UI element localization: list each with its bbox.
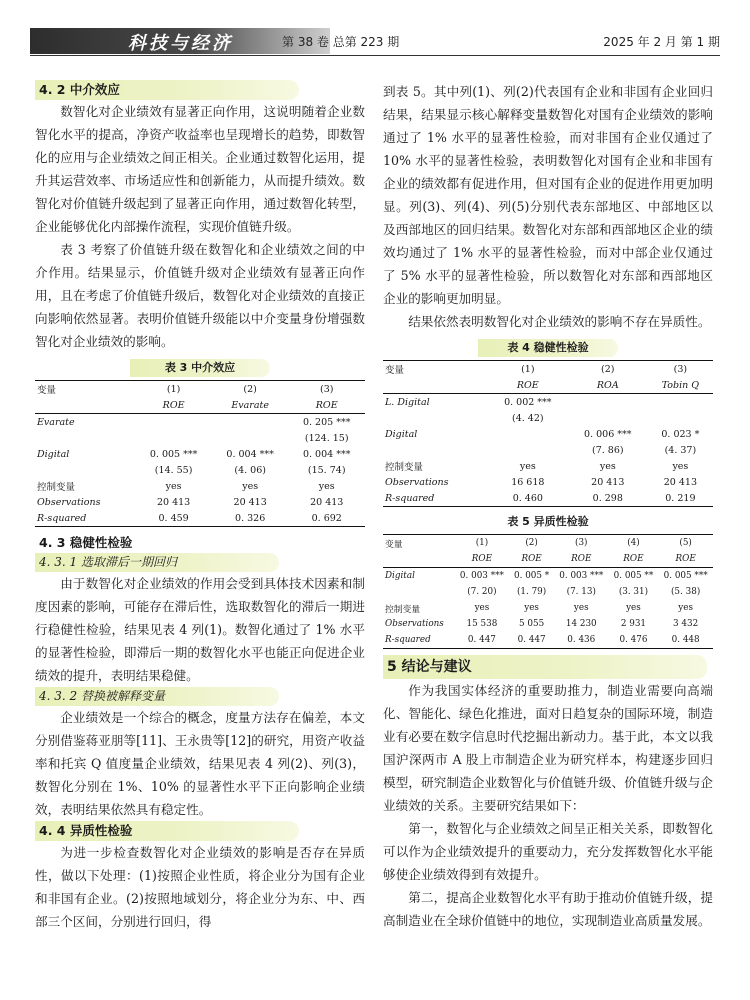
table-cell: 0. 460 [488, 490, 568, 507]
table-row [383, 632, 713, 649]
table-header-cell [383, 551, 455, 568]
table-cell: (1. 79) [516, 587, 547, 597]
table-header-cell: ROA [568, 377, 648, 394]
table-cell: (5. 38) [671, 587, 701, 597]
header-rule [30, 55, 720, 56]
table-row [383, 490, 713, 507]
table-cell: Evarate [37, 416, 75, 428]
table-cell: 0. 002 *** [504, 396, 552, 408]
table-cell: yes [599, 460, 616, 472]
table-header-cell: 变量 [383, 535, 455, 552]
paragraph: 企业绩效是一个综合的概念，度量方法存在偏差，本文分别借鉴蒋亚朋等[11]、王永贵等[12]的研究，用资产收益率和托宾 Q 值度量企业绩效，结果见表 4 列(2)、列(3)，数智化分别在 1%、10% 的显著性水平下正向影响企业绩效，表明结果依然具有稳定性。 [35, 710, 365, 817]
table-cell: 0. 205 *** [302, 416, 351, 428]
table-header-cell: (2) [212, 381, 289, 398]
table-cell: (15. 74) [307, 464, 346, 476]
table-cell: 2 931 [620, 619, 647, 629]
paragraph: 第一，数智化与企业绩效之间呈正相关关系，即数智化可以作为企业绩效提升的重要动力，充分发挥数智化水平能够使企业绩效得到有效提升。 [383, 821, 713, 882]
table-cell: 0. 476 [609, 632, 659, 649]
table-row [35, 446, 365, 462]
table-cell: 14 230 [565, 619, 597, 629]
table-header-cell: ROE [488, 377, 568, 394]
table-header-cell: (1) [455, 535, 510, 552]
table-row [35, 510, 365, 527]
table-cell: yes [573, 603, 589, 613]
table-cell: 15 538 [466, 619, 498, 629]
right-column [383, 80, 713, 932]
table-cell: (124. 15) [304, 432, 349, 444]
table-header-cell: Tobin Q [648, 377, 713, 394]
paragraph: 到表 5。其中列(1)、列(2)代表国有企业和非国有企业回归结果，结果显示核心解释变量数智化对国有企业绩效的影响通过了 1% 水平的显著性检验，而对非国有企业仅通过了 10% 水平的显著性检验，表明数智化对国有企业和非国有企业的绩效都有促进作用，但对国有企业的促进作用更加明显。列(3)、列(4)、列(5)分别代表东部地区、中部地区以及西部地区的回归结果。数智化对东部和西部地区企业的绩效均通过了 1% 水平的显著性检验，而对中部企业仅通过了 5% 水平的显著性检验，所以数智化对东部和西部地区企业的影响更加明显。 [383, 84, 713, 306]
table-cell: 0. 005 ** [613, 571, 654, 581]
table-header-cell: ROE [288, 397, 365, 414]
table-row [383, 600, 713, 616]
table-cell: 0. 005 *** [149, 448, 198, 460]
table-3 [35, 380, 365, 527]
table-row [383, 458, 713, 474]
table-row [383, 568, 713, 585]
table-cell: yes [165, 480, 182, 492]
table-cell: (4. 06) [234, 464, 266, 476]
table-header-cell: ROE [554, 551, 609, 568]
paragraph: 作为我国实体经济的重要助推力，制造业需要向高端化、智能化、绿色化推进，面对日趋复杂的国际环境，制造业有必要在数字信息时代挖掘出新动力。基于此，本文以我国沪深两市 A 股上市制造企业为研究样本，构建逐步回归模型，研究制造企业数智化与价值链升级、价值链升级与企业绩效的关系。主要研究结果如下： [383, 683, 713, 813]
table-row [35, 462, 365, 478]
table-header-cell: 变量 [383, 361, 488, 378]
table-cell: (14. 55) [154, 464, 193, 476]
subsection-4-3-1-heading: 4. 3. 1 选取滞后一期回归 [35, 553, 279, 572]
table-cell: 0. 459 [135, 510, 212, 527]
table-cell: 0. 023 * [661, 428, 700, 440]
table-cell: 20 413 [156, 496, 191, 508]
table-row [383, 394, 713, 411]
paragraph: 表 3 考察了价值链升级在数智化和企业绩效之间的中介作用。结果显示，价值链升级对企业绩效有显著正向作用，且在考虑了价值链升级后，数智化对企业绩效的直接正向影响依然显著。表明价值链升级能以中介变量身份增强数智化对企业绩效的影响。 [35, 242, 365, 349]
table-header-cell: (1) [135, 381, 212, 398]
table-cell: (3. 31) [618, 587, 649, 597]
table-cell [383, 410, 488, 426]
table-cell: (7. 13) [566, 587, 596, 597]
table-cell: R-squared [383, 490, 488, 507]
table-cell: (7. 86) [591, 444, 624, 456]
table-row [35, 430, 365, 446]
table-header-cell: ROE [455, 551, 510, 568]
table-cell [135, 430, 212, 446]
table-cell [488, 442, 568, 458]
table-3-title: 表 3 中介效应 [130, 359, 270, 377]
table-cell [212, 430, 289, 446]
table-row [383, 410, 713, 426]
table-cell: (4. 37) [664, 444, 697, 456]
table-header-cell: (3) [554, 535, 609, 552]
table-cell: 0. 005 * [514, 571, 550, 581]
running-header [30, 28, 720, 56]
table-cell: 控制变量 [385, 604, 421, 615]
table-header-cell: (3) [288, 381, 365, 398]
table-row [383, 474, 713, 490]
issue-date: 2025 年 2 月 第 1 期 [603, 35, 720, 49]
table-row [35, 414, 365, 431]
table-cell: 20 413 [310, 496, 344, 508]
table-cell: yes [242, 480, 259, 492]
table-header-cell: Evarate [212, 397, 289, 414]
subsection-4-3-2-heading: 4. 3. 2 替换被解释变量 [35, 687, 279, 706]
table-4 [383, 360, 713, 507]
paragraph: 结果依然表明数智化对企业绩效的影响不存在异质性。 [408, 314, 711, 329]
table-cell: 20 413 [591, 476, 625, 488]
table-row [35, 478, 365, 494]
table-cell: R-squared [35, 510, 135, 527]
table-row [35, 494, 365, 510]
table-cell: Digital [385, 428, 418, 440]
table-header-cell: ROE [609, 551, 659, 568]
table-cell: Observations [385, 619, 444, 629]
table-cell [648, 394, 713, 411]
paragraph: 为进一步检查数智化对企业绩效的影响是否存在异质性，做以下处理：(1)按照企业性质，将企业分为国有企业和非国有企业。(2)按照地域划分，将企业分为东、中、西部三个区间，分别进行回归，得 [35, 845, 365, 929]
table-header-cell: (2) [509, 535, 554, 552]
table-header-cell [383, 377, 488, 394]
table-cell: (4. 42) [512, 412, 544, 424]
table-cell: 0. 004 *** [302, 448, 351, 460]
paragraph: 第二，提高企业数智化水平有助于推动价值链升级，提高制造业在全球价值链中的地位，实现制造业高质量发展。 [383, 890, 713, 928]
table-header-cell: (1) [488, 361, 568, 378]
table-cell: 控制变量 [37, 482, 76, 493]
table-cell: 0. 692 [288, 510, 365, 527]
table-cell: yes [626, 603, 641, 613]
table-cell: yes [672, 460, 689, 472]
table-cell: 0. 003 *** [559, 571, 604, 581]
table-cell: 3 432 [673, 619, 699, 629]
table-cell: Observations [37, 496, 101, 508]
journal-name: 科技与经济 [128, 33, 233, 54]
table-cell [383, 584, 455, 600]
table-cell [135, 414, 212, 431]
table-cell: 0. 005 *** [663, 571, 708, 581]
table-cell: 控制变量 [385, 462, 424, 473]
table-cell [383, 442, 488, 458]
table-header-cell [35, 397, 135, 414]
table-cell: R-squared [383, 632, 455, 649]
paragraph: 数智化对企业绩效有显著正向作用，这说明随着企业数智化水平的提高，净资产收益率也呈现增长的趋势，即数智化的应用与企业绩效之间正相关。企业通过数智化运用，提升其运营效率、市场适应性和创新能力，从而提升绩效。数智化对价值链升级起到了显著正向作用，通过数智化转型，企业能够优化内部操作流程，实现价值链升级。 [35, 104, 365, 234]
table-cell: yes [318, 480, 335, 492]
table-cell [568, 410, 648, 426]
table-cell: (7. 20) [467, 587, 497, 597]
table-cell: 0. 447 [509, 632, 554, 649]
table-cell [35, 462, 135, 478]
table-row [383, 442, 713, 458]
section-4-3-heading: 4. 3 稳健性检验 [39, 535, 133, 550]
table-cell: 0. 447 [455, 632, 510, 649]
table-cell: 0. 006 *** [584, 428, 632, 440]
table-cell: 0. 436 [554, 632, 609, 649]
table-cell [568, 394, 648, 411]
table-cell: 0. 219 [648, 490, 713, 507]
table-cell: yes [678, 603, 693, 613]
table-header-cell: ROE [135, 397, 212, 414]
table-cell: L. Digital [385, 396, 430, 408]
table-cell: 20 413 [233, 496, 267, 508]
table-cell: yes [474, 603, 490, 613]
table-cell: yes [524, 603, 539, 613]
volume-info: 第 38 卷 总第 223 期 [282, 35, 400, 49]
table-header-cell: (5) [658, 535, 713, 552]
table-cell: Digital [385, 571, 415, 581]
table-5 [383, 534, 713, 649]
table-cell [35, 430, 135, 446]
section-4-2-heading: 4. 2 中介效应 [35, 80, 299, 100]
table-cell: yes [519, 460, 536, 472]
table-row [383, 616, 713, 632]
left-column [35, 80, 365, 933]
table-header-cell: ROE [658, 551, 713, 568]
table-header-cell: (4) [609, 535, 659, 552]
table-row [383, 584, 713, 600]
table-cell: Digital [37, 448, 70, 460]
table-row [383, 426, 713, 442]
table-header-cell: (3) [648, 361, 713, 378]
table-cell: 20 413 [663, 476, 697, 488]
table-4-title: 表 4 稳健性检验 [478, 339, 618, 357]
section-4-4-heading: 4. 4 异质性检验 [35, 821, 299, 841]
section-5-heading: 5 结论与建议 [383, 655, 707, 679]
paragraph: 由于数智化对企业绩效的作用会受到具体技术因素和制度因素的影响，可能存在滞后性，选取数智化的滞后一期进行稳健性检验，结果见表 4 列(1)。数智化通过了 1% 水平的显著性检验，即滞后一期的数智化水平也能正向促进企业绩效的提升，表明结果稳健。 [35, 576, 365, 683]
table-cell: 16 618 [511, 476, 545, 488]
table-header-cell: 变量 [35, 381, 135, 398]
table-5-title: 表 5 异质性检验 [507, 515, 589, 528]
table-cell: 0. 326 [212, 510, 289, 527]
table-cell: 0. 003 *** [459, 571, 504, 581]
table-cell: 0. 298 [568, 490, 648, 507]
table-header-cell: ROE [509, 551, 554, 568]
table-cell: 5 055 [519, 619, 545, 629]
table-cell [648, 410, 713, 426]
table-cell [488, 426, 568, 442]
table-cell: Observations [385, 476, 449, 488]
table-header-cell: (2) [568, 361, 648, 378]
table-cell: 0. 448 [658, 632, 713, 649]
table-cell: 0. 004 *** [226, 448, 274, 460]
table-cell [212, 414, 289, 431]
